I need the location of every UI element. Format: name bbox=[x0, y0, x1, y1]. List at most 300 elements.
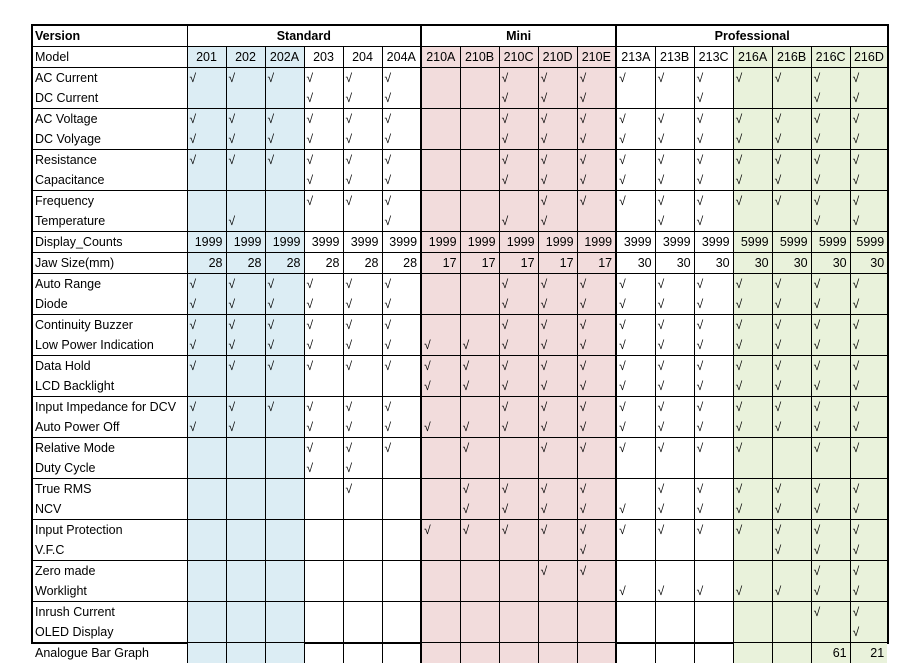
check-mark: √ bbox=[733, 170, 772, 191]
empty-cell bbox=[343, 499, 382, 520]
check-mark: √ bbox=[499, 376, 538, 397]
check-mark: √ bbox=[850, 520, 887, 541]
empty-cell bbox=[265, 417, 304, 438]
check-mark: √ bbox=[187, 397, 226, 418]
model-cell: 204A bbox=[382, 47, 421, 68]
check-mark: √ bbox=[460, 520, 499, 541]
empty-cell bbox=[421, 294, 460, 315]
table-row bbox=[33, 438, 887, 459]
check-mark: √ bbox=[811, 150, 850, 171]
check-mark: √ bbox=[226, 356, 265, 377]
check-mark: √ bbox=[304, 88, 343, 109]
empty-cell bbox=[304, 499, 343, 520]
empty-cell bbox=[304, 540, 343, 561]
check-mark: √ bbox=[811, 561, 850, 582]
check-mark: √ bbox=[538, 561, 577, 582]
check-mark: √ bbox=[655, 438, 694, 459]
check-mark: √ bbox=[694, 376, 733, 397]
check-mark: √ bbox=[304, 170, 343, 191]
empty-cell bbox=[265, 191, 304, 212]
empty-cell bbox=[187, 561, 226, 582]
check-mark: √ bbox=[850, 602, 887, 623]
empty-cell bbox=[499, 438, 538, 459]
check-mark: √ bbox=[538, 109, 577, 130]
check-mark: √ bbox=[655, 356, 694, 377]
check-mark: √ bbox=[694, 170, 733, 191]
empty-cell bbox=[538, 540, 577, 561]
check-mark: √ bbox=[811, 191, 850, 212]
check-mark: √ bbox=[187, 294, 226, 315]
empty-cell bbox=[421, 68, 460, 89]
group-mini: Mini bbox=[421, 26, 616, 47]
check-mark: √ bbox=[772, 315, 811, 336]
empty-cell bbox=[460, 622, 499, 643]
table-row bbox=[33, 458, 887, 479]
check-mark: √ bbox=[811, 581, 850, 602]
empty-cell bbox=[265, 520, 304, 541]
empty-cell bbox=[187, 581, 226, 602]
feature-label: Input Impedance for DCV bbox=[33, 397, 187, 418]
empty-cell bbox=[265, 479, 304, 500]
check-mark: √ bbox=[304, 274, 343, 295]
check-mark: √ bbox=[265, 335, 304, 356]
table-row bbox=[33, 232, 887, 253]
empty-cell bbox=[304, 581, 343, 602]
check-mark: √ bbox=[577, 520, 616, 541]
check-mark: √ bbox=[538, 191, 577, 212]
value-cell: 30 bbox=[694, 253, 733, 274]
check-mark: √ bbox=[772, 356, 811, 377]
empty-cell bbox=[460, 109, 499, 130]
empty-cell bbox=[343, 520, 382, 541]
check-mark: √ bbox=[382, 356, 421, 377]
check-mark: √ bbox=[655, 520, 694, 541]
model-cell: 210C bbox=[499, 47, 538, 68]
table-row bbox=[33, 150, 887, 171]
value-cell: 1999 bbox=[265, 232, 304, 253]
empty-cell bbox=[811, 622, 850, 643]
empty-cell bbox=[460, 150, 499, 171]
check-mark: √ bbox=[616, 191, 655, 212]
check-mark: √ bbox=[265, 109, 304, 130]
check-mark: √ bbox=[226, 109, 265, 130]
empty-cell bbox=[733, 622, 772, 643]
check-mark: √ bbox=[577, 540, 616, 561]
check-mark: √ bbox=[616, 376, 655, 397]
check-mark: √ bbox=[694, 520, 733, 541]
check-mark: √ bbox=[694, 191, 733, 212]
check-mark: √ bbox=[850, 170, 887, 191]
feature-label: NCV bbox=[33, 499, 187, 520]
check-mark: √ bbox=[811, 109, 850, 130]
check-mark: √ bbox=[811, 274, 850, 295]
check-mark: √ bbox=[616, 109, 655, 130]
table-row bbox=[33, 253, 887, 274]
empty-cell bbox=[655, 602, 694, 623]
check-mark: √ bbox=[655, 274, 694, 295]
value-cell: 30 bbox=[772, 253, 811, 274]
feature-table bbox=[33, 26, 887, 663]
check-mark: √ bbox=[499, 274, 538, 295]
empty-cell bbox=[460, 294, 499, 315]
value-cell: 1999 bbox=[460, 232, 499, 253]
empty-cell bbox=[265, 88, 304, 109]
empty-cell bbox=[265, 622, 304, 643]
empty-cell bbox=[616, 88, 655, 109]
version-row bbox=[33, 26, 887, 47]
check-mark: √ bbox=[421, 356, 460, 377]
check-mark: √ bbox=[694, 335, 733, 356]
check-mark: √ bbox=[382, 191, 421, 212]
check-mark: √ bbox=[733, 479, 772, 500]
empty-cell bbox=[343, 211, 382, 232]
feature-label: Frequency bbox=[33, 191, 187, 212]
empty-cell bbox=[343, 581, 382, 602]
empty-cell bbox=[499, 458, 538, 479]
check-mark: √ bbox=[421, 417, 460, 438]
empty-cell bbox=[499, 581, 538, 602]
check-mark: √ bbox=[304, 191, 343, 212]
check-mark: √ bbox=[343, 294, 382, 315]
empty-cell bbox=[226, 458, 265, 479]
check-mark: √ bbox=[772, 150, 811, 171]
check-mark: √ bbox=[616, 397, 655, 418]
check-mark: √ bbox=[265, 150, 304, 171]
value-cell: 30 bbox=[850, 253, 887, 274]
check-mark: √ bbox=[304, 150, 343, 171]
empty-cell bbox=[772, 211, 811, 232]
check-mark: √ bbox=[850, 581, 887, 602]
model-cell: 216D bbox=[850, 47, 887, 68]
model-cell: 210D bbox=[538, 47, 577, 68]
empty-cell bbox=[343, 376, 382, 397]
empty-cell bbox=[577, 622, 616, 643]
check-mark: √ bbox=[226, 129, 265, 150]
check-mark: √ bbox=[811, 438, 850, 459]
check-mark: √ bbox=[382, 88, 421, 109]
empty-cell bbox=[616, 479, 655, 500]
check-mark: √ bbox=[850, 315, 887, 336]
check-mark: √ bbox=[811, 397, 850, 418]
check-mark: √ bbox=[655, 335, 694, 356]
check-mark: √ bbox=[577, 376, 616, 397]
value-cell: 17 bbox=[577, 253, 616, 274]
check-mark: √ bbox=[811, 540, 850, 561]
empty-cell bbox=[538, 581, 577, 602]
check-mark: √ bbox=[616, 520, 655, 541]
check-mark: √ bbox=[499, 109, 538, 130]
check-mark: √ bbox=[577, 88, 616, 109]
empty-cell bbox=[772, 602, 811, 623]
value-cell: 61 bbox=[811, 643, 850, 663]
check-mark: √ bbox=[577, 109, 616, 130]
check-mark: √ bbox=[733, 356, 772, 377]
feature-label: DC Current bbox=[33, 88, 187, 109]
empty-cell bbox=[421, 315, 460, 336]
check-mark: √ bbox=[226, 335, 265, 356]
empty-cell bbox=[187, 88, 226, 109]
table-row bbox=[33, 68, 887, 89]
check-mark: √ bbox=[538, 170, 577, 191]
value-cell: 28 bbox=[382, 253, 421, 274]
empty-cell bbox=[187, 438, 226, 459]
value-cell: 1999 bbox=[577, 232, 616, 253]
empty-cell bbox=[460, 458, 499, 479]
empty-cell bbox=[655, 622, 694, 643]
check-mark: √ bbox=[499, 211, 538, 232]
empty-cell bbox=[577, 211, 616, 232]
check-mark: √ bbox=[538, 499, 577, 520]
check-mark: √ bbox=[226, 397, 265, 418]
feature-label: Resistance bbox=[33, 150, 187, 171]
check-mark: √ bbox=[343, 397, 382, 418]
check-mark: √ bbox=[733, 438, 772, 459]
empty-cell bbox=[460, 129, 499, 150]
empty-cell bbox=[421, 88, 460, 109]
check-mark: √ bbox=[343, 150, 382, 171]
empty-cell bbox=[304, 479, 343, 500]
model-cell: 202 bbox=[226, 47, 265, 68]
check-mark: √ bbox=[733, 191, 772, 212]
check-mark: √ bbox=[265, 129, 304, 150]
model-cell: 210B bbox=[460, 47, 499, 68]
empty-cell bbox=[382, 520, 421, 541]
check-mark: √ bbox=[226, 315, 265, 336]
check-mark: √ bbox=[499, 499, 538, 520]
check-mark: √ bbox=[655, 499, 694, 520]
empty-cell bbox=[499, 561, 538, 582]
check-mark: √ bbox=[187, 150, 226, 171]
check-mark: √ bbox=[499, 479, 538, 500]
check-mark: √ bbox=[655, 68, 694, 89]
check-mark: √ bbox=[655, 376, 694, 397]
check-mark: √ bbox=[382, 438, 421, 459]
value-cell: 28 bbox=[226, 253, 265, 274]
check-mark: √ bbox=[382, 211, 421, 232]
check-mark: √ bbox=[655, 315, 694, 336]
model-cell: 216B bbox=[772, 47, 811, 68]
check-mark: √ bbox=[811, 520, 850, 541]
check-mark: √ bbox=[577, 274, 616, 295]
check-mark: √ bbox=[655, 397, 694, 418]
empty-cell bbox=[265, 581, 304, 602]
comparison-table bbox=[31, 24, 889, 644]
empty-cell bbox=[421, 458, 460, 479]
empty-cell bbox=[655, 458, 694, 479]
value-cell: 3999 bbox=[694, 232, 733, 253]
empty-cell bbox=[577, 458, 616, 479]
check-mark: √ bbox=[382, 150, 421, 171]
empty-cell bbox=[421, 540, 460, 561]
value-cell: 28 bbox=[187, 253, 226, 274]
check-mark: √ bbox=[772, 540, 811, 561]
empty-cell bbox=[304, 211, 343, 232]
check-mark: √ bbox=[733, 150, 772, 171]
check-mark: √ bbox=[655, 129, 694, 150]
empty-cell bbox=[304, 376, 343, 397]
feature-label: Auto Power Off bbox=[33, 417, 187, 438]
check-mark: √ bbox=[616, 150, 655, 171]
empty-cell bbox=[187, 602, 226, 623]
value-cell: 30 bbox=[655, 253, 694, 274]
check-mark: √ bbox=[343, 109, 382, 130]
check-mark: √ bbox=[850, 376, 887, 397]
empty-cell bbox=[421, 170, 460, 191]
check-mark: √ bbox=[226, 274, 265, 295]
empty-cell bbox=[226, 499, 265, 520]
empty-cell bbox=[382, 540, 421, 561]
check-mark: √ bbox=[577, 315, 616, 336]
check-mark: √ bbox=[343, 335, 382, 356]
check-mark: √ bbox=[616, 499, 655, 520]
check-mark: √ bbox=[265, 68, 304, 89]
model-cell: 210E bbox=[577, 47, 616, 68]
check-mark: √ bbox=[265, 397, 304, 418]
check-mark: √ bbox=[499, 150, 538, 171]
check-mark: √ bbox=[304, 417, 343, 438]
check-mark: √ bbox=[772, 417, 811, 438]
check-mark: √ bbox=[304, 335, 343, 356]
feature-label: Data Hold bbox=[33, 356, 187, 377]
empty-cell bbox=[382, 561, 421, 582]
check-mark: √ bbox=[187, 109, 226, 130]
check-mark: √ bbox=[226, 417, 265, 438]
empty-cell bbox=[421, 274, 460, 295]
check-mark: √ bbox=[460, 417, 499, 438]
check-mark: √ bbox=[538, 88, 577, 109]
feature-label: Input Protection bbox=[33, 520, 187, 541]
check-mark: √ bbox=[304, 294, 343, 315]
check-mark: √ bbox=[811, 479, 850, 500]
empty-cell bbox=[616, 561, 655, 582]
empty-cell bbox=[187, 622, 226, 643]
empty-cell bbox=[655, 561, 694, 582]
empty-cell bbox=[226, 520, 265, 541]
empty-cell bbox=[304, 561, 343, 582]
check-mark: √ bbox=[265, 356, 304, 377]
empty-cell bbox=[811, 458, 850, 479]
feature-label: Diode bbox=[33, 294, 187, 315]
check-mark: √ bbox=[577, 150, 616, 171]
check-mark: √ bbox=[772, 520, 811, 541]
check-mark: √ bbox=[811, 68, 850, 89]
check-mark: √ bbox=[733, 109, 772, 130]
empty-cell bbox=[772, 561, 811, 582]
value-cell: 28 bbox=[343, 253, 382, 274]
table-row bbox=[33, 109, 887, 130]
feature-label: OLED Display bbox=[33, 622, 187, 643]
empty-cell bbox=[733, 602, 772, 623]
check-mark: √ bbox=[343, 191, 382, 212]
empty-cell bbox=[343, 622, 382, 643]
empty-cell bbox=[538, 458, 577, 479]
empty-cell bbox=[421, 129, 460, 150]
empty-cell bbox=[694, 540, 733, 561]
empty-cell bbox=[343, 602, 382, 623]
model-cell: 213B bbox=[655, 47, 694, 68]
check-mark: √ bbox=[694, 315, 733, 336]
empty-cell bbox=[265, 458, 304, 479]
table-row bbox=[33, 211, 887, 232]
check-mark: √ bbox=[421, 335, 460, 356]
table-row bbox=[33, 129, 887, 150]
empty-cell bbox=[382, 581, 421, 602]
check-mark: √ bbox=[694, 397, 733, 418]
empty-cell bbox=[538, 622, 577, 643]
check-mark: √ bbox=[577, 438, 616, 459]
check-mark: √ bbox=[694, 68, 733, 89]
check-mark: √ bbox=[850, 540, 887, 561]
empty-cell bbox=[265, 561, 304, 582]
check-mark: √ bbox=[694, 150, 733, 171]
check-mark: √ bbox=[694, 499, 733, 520]
empty-cell bbox=[577, 581, 616, 602]
check-mark: √ bbox=[772, 129, 811, 150]
check-mark: √ bbox=[616, 438, 655, 459]
empty-cell bbox=[694, 561, 733, 582]
check-mark: √ bbox=[187, 315, 226, 336]
empty-cell bbox=[694, 622, 733, 643]
empty-cell bbox=[226, 602, 265, 623]
feature-label: Inrush Current bbox=[33, 602, 187, 623]
feature-label: True RMS bbox=[33, 479, 187, 500]
check-mark: √ bbox=[499, 335, 538, 356]
check-mark: √ bbox=[226, 294, 265, 315]
check-mark: √ bbox=[382, 294, 421, 315]
check-mark: √ bbox=[772, 109, 811, 130]
check-mark: √ bbox=[733, 68, 772, 89]
check-mark: √ bbox=[343, 417, 382, 438]
table-row bbox=[33, 561, 887, 582]
check-mark: √ bbox=[655, 109, 694, 130]
value-cell: 3999 bbox=[304, 232, 343, 253]
value-cell: 17 bbox=[499, 253, 538, 274]
empty-cell bbox=[616, 458, 655, 479]
value-cell: 3999 bbox=[382, 232, 421, 253]
group-standard: Standard bbox=[187, 26, 421, 47]
empty-cell bbox=[616, 540, 655, 561]
empty-cell bbox=[226, 191, 265, 212]
check-mark: √ bbox=[772, 499, 811, 520]
check-mark: √ bbox=[265, 274, 304, 295]
check-mark: √ bbox=[694, 438, 733, 459]
empty-cell bbox=[616, 622, 655, 643]
model-label: Model bbox=[33, 47, 187, 68]
feature-label: Temperature bbox=[33, 211, 187, 232]
value-cell: 1999 bbox=[499, 232, 538, 253]
check-mark: √ bbox=[616, 417, 655, 438]
empty-cell bbox=[226, 88, 265, 109]
check-mark: √ bbox=[577, 294, 616, 315]
check-mark: √ bbox=[850, 191, 887, 212]
check-mark: √ bbox=[850, 274, 887, 295]
check-mark: √ bbox=[577, 170, 616, 191]
check-mark: √ bbox=[499, 520, 538, 541]
check-mark: √ bbox=[382, 274, 421, 295]
empty-cell bbox=[733, 458, 772, 479]
check-mark: √ bbox=[811, 356, 850, 377]
check-mark: √ bbox=[577, 561, 616, 582]
empty-cell bbox=[226, 581, 265, 602]
table-row bbox=[33, 191, 887, 212]
empty-cell bbox=[226, 170, 265, 191]
check-mark: √ bbox=[811, 335, 850, 356]
value-cell: 30 bbox=[811, 253, 850, 274]
empty-cell bbox=[499, 540, 538, 561]
empty-cell bbox=[460, 397, 499, 418]
check-mark: √ bbox=[460, 479, 499, 500]
check-mark: √ bbox=[655, 581, 694, 602]
